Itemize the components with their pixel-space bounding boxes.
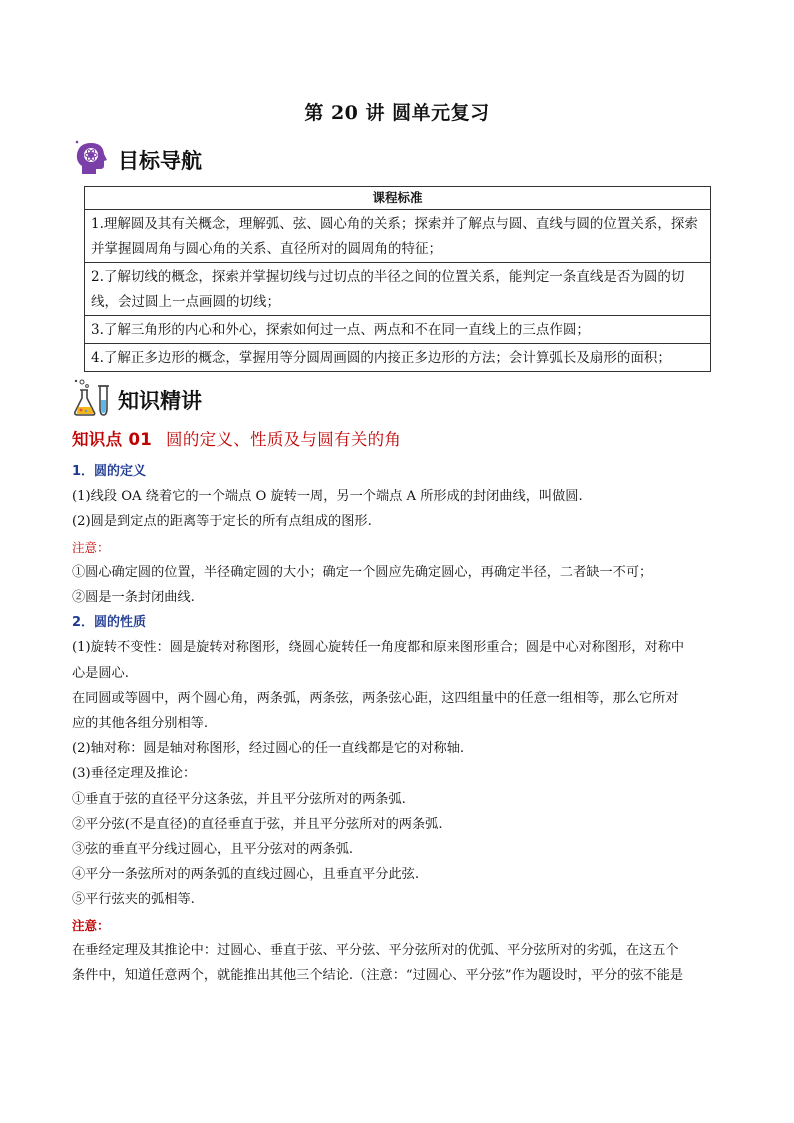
paragraph: 在垂经定理及其推论中：过圆心、垂直于弦、平分弦、平分弦所对的优弧、平分弦所对的劣弧，在这五个 — [72, 942, 679, 958]
brain-head-icon — [72, 138, 112, 182]
section-label: 知识精讲 — [118, 389, 202, 413]
table-header: 课程标准 — [85, 187, 710, 210]
table-cell: 2.了解切线的概念，探索并掌握切线与过切点的半径之间的位置关系，能判定一条直线是否为圆的切线，会过圆上一点画圆的切线； — [91, 269, 685, 310]
list-item: ④平分一条弦所对的两条弧的直线过圆心，且垂直平分此弦. — [72, 867, 420, 883]
standards-table — [84, 186, 711, 372]
table-cell: 4.了解正多边形的概念，掌握用等分圆周画圆的内接正多边形的方法；会计算弧长及扇形的面积； — [91, 350, 671, 366]
flask-icon — [72, 378, 112, 422]
paragraph: 条件中，知道任意两个，就能推出其他三个结论.（注意：“过圆心、平分弦”作为题设时，平分的弦不能是 — [72, 968, 684, 984]
list-item: ③弦的垂直平分线过圆心，且平分弦对的两条弧. — [72, 842, 354, 858]
table-row — [85, 210, 710, 263]
paragraph: 应的其他各组分别相等. — [72, 716, 209, 732]
table-cell: 1.理解圆及其有关概念，理解弧、弦、圆心角的关系；探索并了解点与圆、直线与圆的位置关系，探索并掌握圆周角与圆心角的关系、直径所对的圆周角的特征； — [91, 216, 698, 257]
section-heading-knowledge — [72, 378, 202, 422]
paragraph: 在同圆或等圆中，两个圆心角，两条弧，两条弦，两条弦心距，这四组量中的任意一组相等，那么它所对 — [72, 690, 679, 706]
table-row — [85, 316, 710, 344]
paragraph: ②圆是一条封闭曲线. — [72, 590, 195, 606]
knowledge-point-heading — [72, 426, 401, 450]
paragraph: (3)垂径定理及推论： — [72, 766, 197, 782]
note-label: 注意： — [72, 539, 110, 555]
section-heading-goals — [72, 138, 202, 182]
paragraph: (1)线段 OA 绕着它的一个端点 O 旋转一周，另一个端点 A 所形成的封闭曲线，叫做圆. — [72, 489, 583, 505]
knowledge-point-title: 圆的定义、性质及与圆有关的角 — [166, 430, 402, 449]
paragraph: ①圆心确定圆的位置，半径确定圆的大小；确定一个圆应先确定圆心，再确定半径，二者缺一不可； — [72, 564, 653, 580]
table-row — [85, 344, 710, 371]
list-item: ⑤平行弦夹的弧相等. — [72, 892, 195, 908]
list-item: ①垂直于弦的直径平分这条弦，并且平分弦所对的两条弧. — [72, 791, 406, 807]
paragraph: (2)圆是到定点的距离等于定长的所有点组成的图形. — [72, 514, 372, 530]
paragraph: 心是圆心. — [72, 665, 129, 681]
subheading: 2．圆的性质 — [72, 615, 147, 631]
list-item: ②平分弦(不是直径)的直径垂直于弦，并且平分弦所对的两条弧. — [72, 816, 443, 832]
page-title: 第 20 讲 圆单元复习 — [304, 102, 490, 124]
section-label: 目标导航 — [118, 149, 202, 173]
paragraph: (1)旋转不变性：圆是旋转对称图形，绕圆心旋转任一角度都和原来图形重合；圆是中心对称图形，对称中 — [72, 640, 685, 656]
knowledge-point-number: 知识点 01 — [72, 430, 153, 449]
subheading: 1．圆的定义 — [72, 464, 147, 479]
knowledge-content — [72, 459, 724, 988]
table-row — [85, 263, 710, 316]
note-label: 注意： — [72, 917, 110, 933]
table-cell: 3.了解三角形的内心和外心，探索如何过一点、两点和不在同一直线上的三点作圆； — [91, 322, 590, 338]
paragraph: (2)轴对称：圆是轴对称图形，经过圆心的任一直线都是它的对称轴. — [72, 741, 465, 757]
